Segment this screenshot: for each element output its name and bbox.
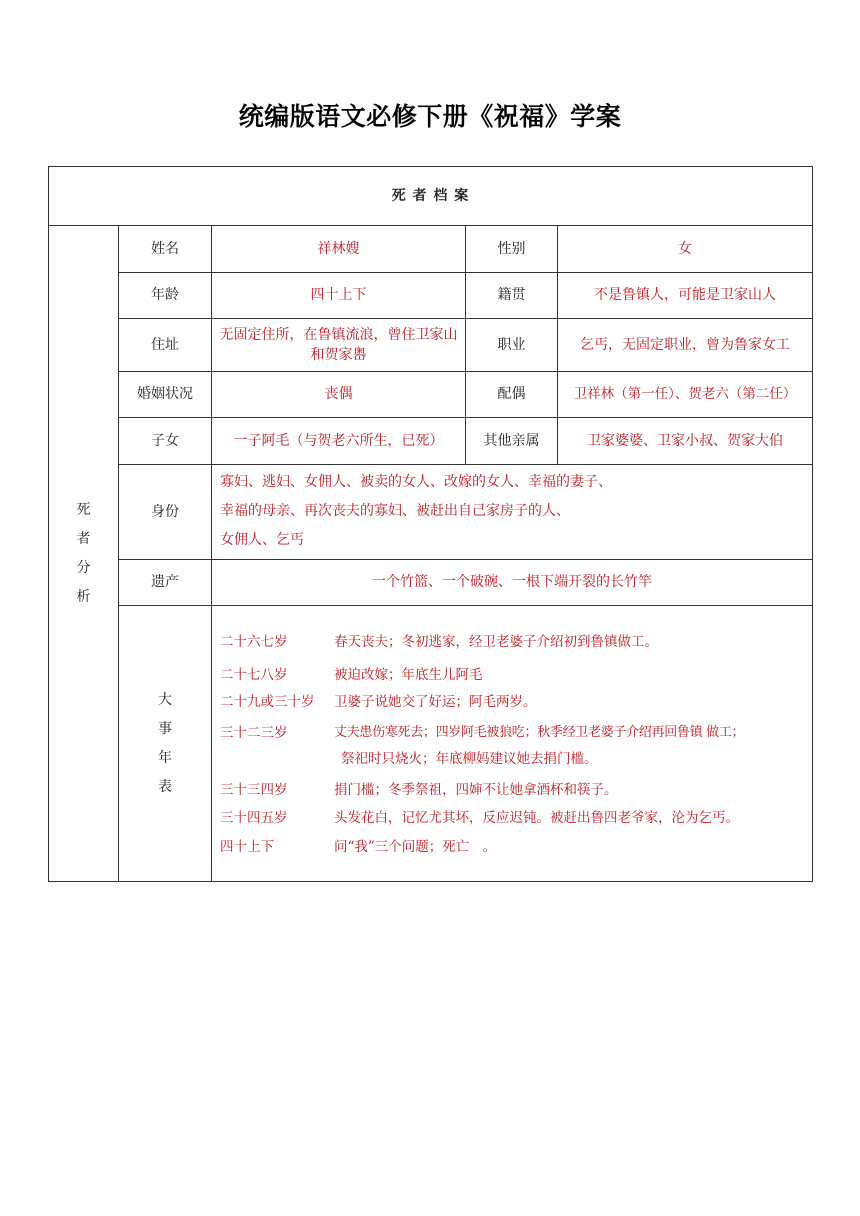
identity-line: 寡妇、逃妇、女佣人、被卖的女人、改嫁的女人、幸福的妻子、 <box>220 474 612 490</box>
children-value <box>212 418 466 465</box>
side-label-char: 析 <box>76 588 91 605</box>
timeline-label-char: 大 <box>158 691 172 708</box>
timeline-event: 头发花白，记忆尤其坏，反应迟钝。被赶出鲁四老爷家，沦为乞丐。 <box>334 810 739 826</box>
timeline-age: 二十六七岁 <box>220 634 288 650</box>
job-label <box>466 319 558 372</box>
identity-label-text: 身份 <box>151 503 179 520</box>
relatives-label <box>466 418 558 465</box>
marital-value <box>212 372 466 418</box>
gender-label <box>466 226 558 273</box>
side-label-char: 分 <box>76 559 91 576</box>
address-value <box>212 319 466 372</box>
origin-label <box>466 273 558 319</box>
job-value-text: 乞丐，无固定职业，曾为鲁家女工 <box>580 336 790 353</box>
timeline-event: 卫婆子说她交了好运；阿毛两岁。 <box>334 694 537 710</box>
side-label-char: 者 <box>76 530 91 547</box>
legacy-value <box>212 560 812 606</box>
identity-lines <box>220 468 612 555</box>
gender-value <box>558 226 812 273</box>
marital-label <box>119 372 212 418</box>
origin-label-text: 籍贯 <box>497 287 526 304</box>
address-value-text: 无固定住所，在鲁镇流浪，曾住卫家山和贺家嶴 <box>219 326 458 363</box>
timeline-age: 三十三四岁 <box>220 782 288 798</box>
table-header-text: 死 者 档 案 <box>391 187 470 204</box>
age-label <box>119 273 212 319</box>
timeline-age: 三十二三岁 <box>220 725 288 741</box>
page-title: 统编版语文必修下册《祝福》学案 <box>238 102 622 131</box>
name-value-text: 祥林嫂 <box>317 240 360 257</box>
identity-line: 幸福的母亲、再次丧夫的寡妇、被赶出自己家房子的人、 <box>220 503 570 519</box>
children-value-text: 一子阿毛（与贺老六所生，已死） <box>233 432 444 449</box>
spouse-label-text: 配偶 <box>497 386 526 403</box>
age-value-text: 四十上下 <box>310 287 367 304</box>
timeline-event: 春天丧夫；冬初逃家，经卫老婆子介绍初到鲁镇做工。 <box>334 634 658 650</box>
job-label-text: 职业 <box>497 336 526 353</box>
timeline-label <box>119 606 212 881</box>
age-label-text: 年龄 <box>151 287 179 304</box>
gender-label-text: 性别 <box>497 240 526 257</box>
legacy-label-text: 遗产 <box>151 574 179 591</box>
side-label-analysis <box>49 226 119 881</box>
relatives-label-text: 其他亲属 <box>483 432 540 449</box>
timeline-events <box>220 630 810 870</box>
timeline-age: 二十七八岁 <box>220 667 288 683</box>
address-label-text: 住址 <box>151 336 179 353</box>
children-label <box>119 418 212 465</box>
spouse-value <box>558 372 812 418</box>
marital-label-text: 婚姻状况 <box>137 386 193 403</box>
timeline-event: 捐门槛；冬季祭祖，四婶不让她拿酒杯和筷子。 <box>334 782 618 798</box>
timeline-label-char: 表 <box>158 778 172 795</box>
timeline-event: 问“我”三个问题；死亡 。 <box>334 839 497 855</box>
timeline-event-continued: 祭祀时只烧火；年底柳妈建议她去捐门槛。 <box>341 751 598 767</box>
timeline-age: 二十九或三十岁 <box>220 694 315 710</box>
gender-value-text: 女 <box>678 240 692 257</box>
timeline-age: 四十上下 <box>220 839 274 855</box>
legacy-label <box>119 560 212 606</box>
legacy-value-text: 一个竹篮、一个破碗、一根下端开裂的长竹竿 <box>372 574 652 591</box>
timeline-age: 三十四五岁 <box>220 810 288 826</box>
spouse-value-text: 卫祥林（第一任）、贺老六（第二任） <box>573 385 797 402</box>
marital-value-text: 丧偶 <box>324 386 353 403</box>
name-label-text: 姓名 <box>151 240 179 257</box>
children-label-text: 子女 <box>151 432 179 449</box>
relatives-value <box>558 418 812 465</box>
timeline-label-char: 年 <box>158 749 172 766</box>
timeline-event: 被迫改嫁；年底生儿阿毛 <box>334 667 483 683</box>
timeline-event: 丈夫患伤寒死去；四岁阿毛被狼吃；秋季经卫老婆子介绍再回鲁镇 做工； <box>334 725 745 740</box>
age-value <box>212 273 466 319</box>
name-value <box>212 226 466 273</box>
job-value <box>558 319 812 372</box>
name-label <box>119 226 212 273</box>
identity-label <box>119 465 212 560</box>
relatives-value-text: 卫家婆婆、卫家小叔、贺家大伯 <box>587 432 783 449</box>
address-label <box>119 319 212 372</box>
timeline-label-char: 事 <box>158 720 172 737</box>
origin-value-text: 不是鲁镇人，可能是卫家山人 <box>594 287 776 304</box>
identity-line: 女佣人、乞丐 <box>220 532 304 548</box>
spouse-label <box>466 372 558 418</box>
origin-value <box>558 273 812 319</box>
side-label-char: 死 <box>76 501 91 518</box>
table-header <box>49 167 812 226</box>
